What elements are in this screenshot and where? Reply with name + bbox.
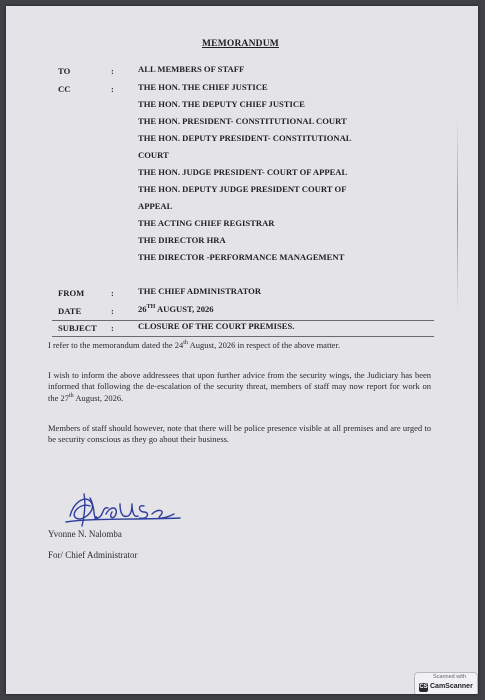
cc-recipient: THE DIRECTOR -PERFORMANCE MANAGEMENT: [138, 252, 345, 262]
subject-label: SUBJECT: [58, 323, 97, 333]
cc-colon: :: [111, 84, 114, 94]
cc-recipient: THE HON. THE CHIEF JUSTICE: [138, 82, 268, 92]
cc-recipient: THE ACTING CHIEF REGISTRAR: [138, 218, 275, 228]
subject-value: CLOSURE OF THE COURT PREMISES.: [138, 321, 295, 331]
to-label: TO: [58, 66, 71, 76]
divider-line: [52, 336, 434, 337]
memo-page: [6, 6, 478, 694]
date-suffix: TH: [146, 304, 156, 311]
cc-recipient: THE DIRECTOR HRA: [138, 235, 226, 245]
to-colon: :: [111, 66, 114, 76]
cc-recipient: THE HON. PRESIDENT- CONSTITUTIONAL COURT: [138, 116, 347, 126]
paper-crease: [457, 116, 458, 316]
signatory-role: For/ Chief Administrator: [48, 550, 138, 560]
cc-recipient: THE HON. DEPUTY PRESIDENT- CONSTITUTIONAL: [138, 133, 352, 143]
from-label: FROM: [58, 288, 85, 298]
date-colon: :: [111, 306, 114, 316]
body-paragraph-1: I refer to the memorandum dated the 24th August, 2026 in respect of the above matter.: [48, 340, 340, 350]
cc-label: CC: [58, 84, 71, 94]
cc-recipient: THE HON. JUDGE PRESIDENT- COURT OF APPEAL: [138, 167, 348, 177]
memo-title: MEMORANDUM: [202, 39, 279, 49]
date-day: 26: [138, 304, 147, 314]
cc-recipient: APPEAL: [138, 201, 173, 211]
badge-caption: Scanned with: [433, 674, 467, 680]
cc-recipient: THE HON. THE DEPUTY CHIEF JUSTICE: [138, 99, 305, 109]
badge-brand: CamScanner: [430, 683, 473, 690]
from-value: THE CHIEF ADMINISTRATOR: [138, 286, 262, 296]
subject-colon: :: [111, 323, 114, 333]
date-rest: AUGUST, 2026: [155, 304, 214, 314]
cc-recipient: COURT: [138, 150, 169, 160]
body-paragraph-3: Members of staff should however, note that there will be police presence visible at all premises and are urged to be security conscious as they go about their business.: [48, 423, 431, 445]
cc-recipient-list: [138, 79, 400, 266]
to-value: ALL MEMBERS OF STAFF: [138, 64, 245, 74]
date-label: DATE: [58, 306, 82, 316]
camscanner-badge: [414, 672, 478, 694]
signature-image: [62, 488, 202, 532]
body-paragraph-2: I wish to inform the above addressees that upon further advice from the security wings, the Judiciary has been informed that following the de-escalation of the security threat, members of staff may now report for work on the 27th August, 2026.: [48, 370, 431, 403]
from-colon: :: [111, 288, 114, 298]
cc-recipient: THE HON. DEPUTY JUDGE PRESIDENT COURT OF: [138, 184, 347, 194]
signatory-name: Yvonne N. Nalomba: [48, 529, 122, 539]
camscanner-logo-icon: CS: [419, 684, 428, 690]
date-value: [138, 301, 400, 318]
